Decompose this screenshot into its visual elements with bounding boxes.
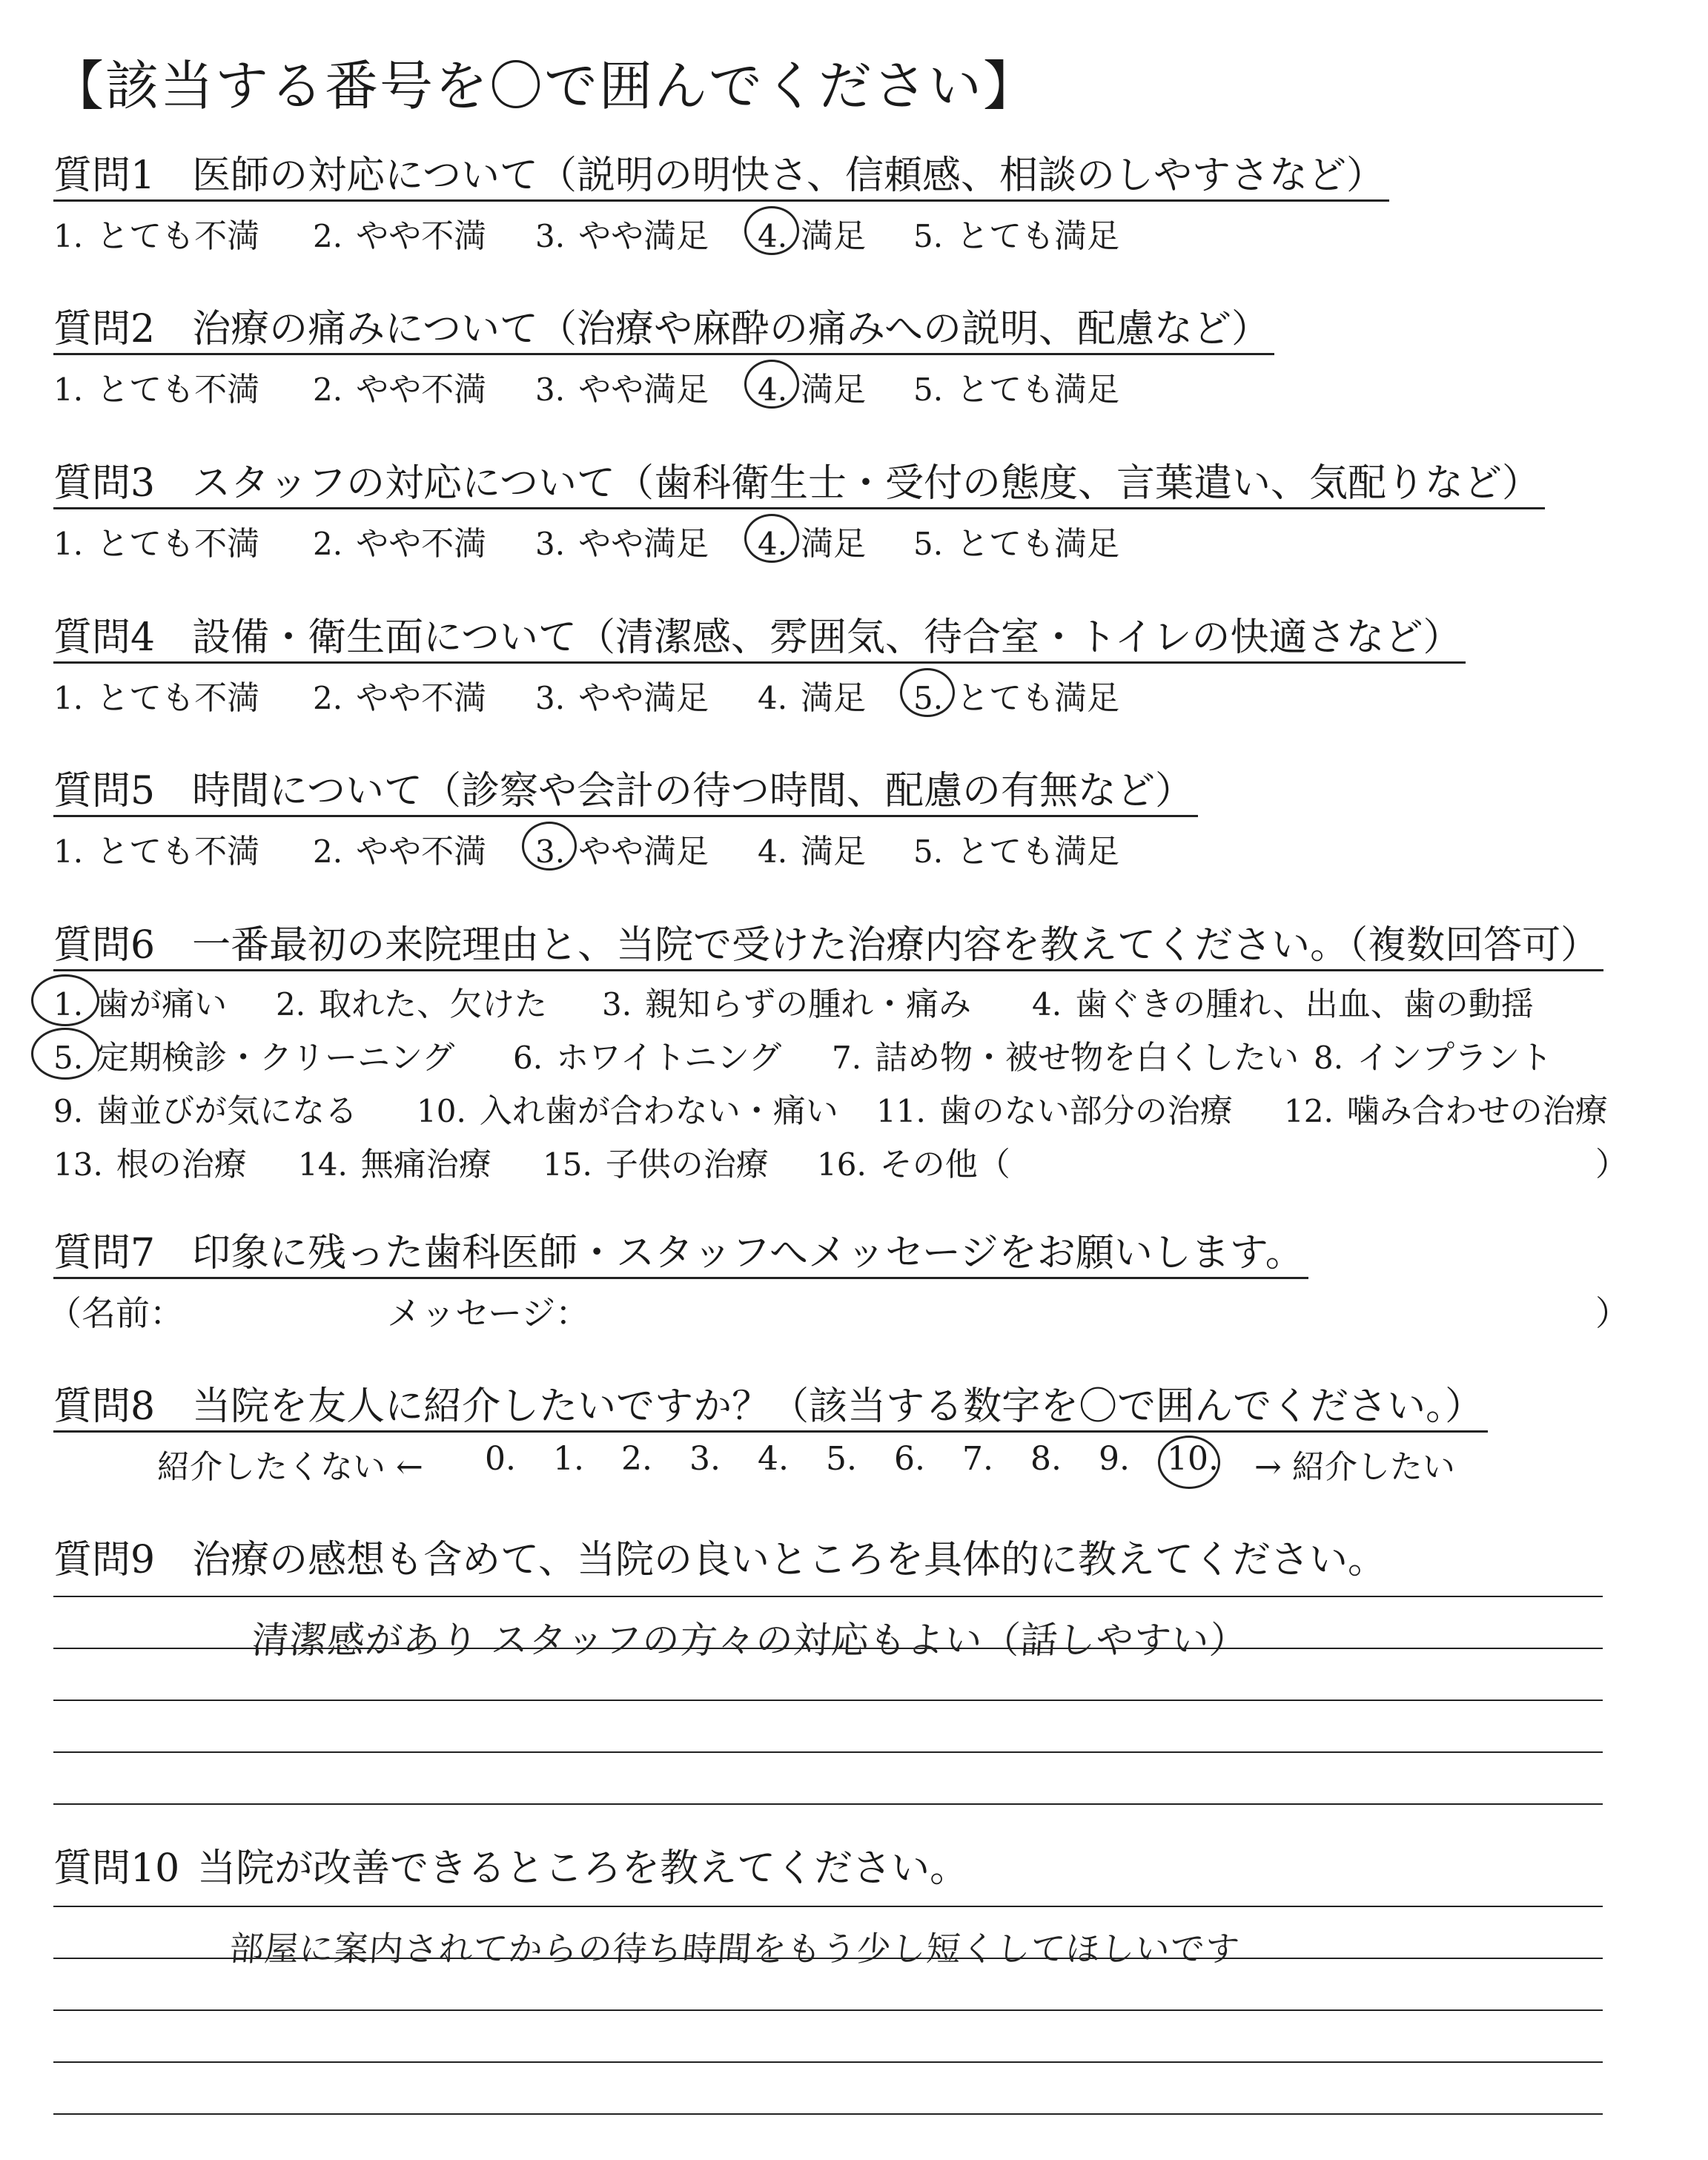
- question-3-heading: [53, 460, 1545, 509]
- scale-6[interactable]: 6.: [894, 1440, 925, 1478]
- page-title: 【該当する番号を〇で囲んでください】: [50, 55, 1039, 117]
- answer-line: [53, 2113, 1603, 2115]
- question-4-heading: [53, 614, 1466, 664]
- question-5: [53, 767, 1198, 869]
- scale-8[interactable]: 8.: [1030, 1440, 1062, 1478]
- answer-line: [53, 2009, 1603, 2011]
- question-1-heading: [53, 152, 1389, 202]
- question-number: 質問3: [53, 461, 156, 506]
- question-text: 設備・衛生面について（清潔感、雰囲気、待合室・トイレの快適さなど）: [192, 615, 1462, 660]
- question-3: [53, 460, 1545, 561]
- treatment-option-7[interactable]: 7. 詰め物・被せ物を白くしたい: [832, 1039, 1300, 1077]
- question-10-heading: [53, 1845, 973, 1892]
- treatment-options-row-2: [53, 1025, 1603, 1078]
- treatment-option-10[interactable]: 10. 入れ歯が合わない・痛い: [417, 1092, 838, 1130]
- scale-left-label: 紹介したくない ←: [157, 1448, 423, 1486]
- option-2[interactable]: 2. やや不満: [313, 679, 487, 717]
- question-number: 質問4: [53, 615, 156, 660]
- rating-options: [53, 509, 1545, 561]
- option-1[interactable]: 1. とても不満: [53, 679, 260, 717]
- name-label: （名前：: [47, 1293, 184, 1333]
- option-4[interactable]: 4. 満足: [758, 525, 867, 563]
- scale-2[interactable]: 2.: [621, 1440, 652, 1478]
- treatment-option-14[interactable]: 14. 無痛治療: [298, 1146, 491, 1183]
- option-3[interactable]: 3. やや満足: [535, 217, 709, 255]
- question-number: 質問8: [53, 1384, 156, 1429]
- scale-1[interactable]: 1.: [553, 1440, 584, 1478]
- question-number: 質問6: [53, 923, 156, 968]
- question-number: 質問10: [53, 1846, 180, 1891]
- option-4[interactable]: 4. 満足: [758, 217, 867, 255]
- treatment-option-11[interactable]: 11. 歯のない部分の治療: [876, 1092, 1233, 1130]
- question-text: 治療の感想も含めて、当院の良いところを具体的に教えてください。: [192, 1538, 1387, 1582]
- answer-line: [53, 1596, 1603, 1597]
- option-4[interactable]: 4. 満足: [758, 679, 867, 717]
- question-5-heading: [53, 767, 1198, 817]
- question-9-heading: [53, 1536, 1391, 1584]
- question-9: [53, 1536, 1391, 1584]
- treatment-option-4[interactable]: 4. 歯ぐきの腫れ、出血、歯の動揺: [1032, 985, 1534, 1023]
- question-6-heading: [53, 922, 1603, 971]
- option-4[interactable]: 4. 満足: [758, 833, 867, 871]
- scale-3[interactable]: 3.: [689, 1440, 721, 1478]
- treatment-option-2[interactable]: 2. 取れた、欠けた: [276, 985, 548, 1023]
- scale-right-label: → 紹介したい: [1254, 1448, 1455, 1486]
- answer-line: [53, 1751, 1603, 1753]
- option-1[interactable]: 1. とても不満: [53, 525, 260, 563]
- question-6: [53, 922, 1628, 1185]
- handwritten-answer-10: 部屋に案内されてからの待ち時間をもう少し短くしてほしいです: [228, 1929, 1242, 1969]
- question-text: スタッフの対応について（歯科衛生士・受付の態度、言葉遣い、気配りなど）: [192, 461, 1541, 506]
- treatment-option-12[interactable]: 12. 噛み合わせの治療: [1284, 1092, 1608, 1130]
- question-10: [53, 1845, 973, 1892]
- question-text: 印象に残った歯科医師・スタッフへメッセージをお願いします。: [192, 1231, 1304, 1275]
- option-1[interactable]: 1. とても不満: [53, 833, 260, 871]
- treatment-options-row-3: [53, 1078, 1608, 1132]
- rating-options: [53, 664, 1466, 716]
- question-2: [53, 305, 1274, 407]
- option-3[interactable]: 3. やや満足: [535, 679, 709, 717]
- close-paren: ）: [1595, 1146, 1628, 1183]
- option-2[interactable]: 2. やや不満: [313, 833, 487, 871]
- handwritten-answer-9: 清潔感があり スタッフの方々の対応もよい（話しやすい）: [250, 1619, 1249, 1662]
- question-number: 質問9: [53, 1538, 156, 1582]
- option-1[interactable]: 1. とても不満: [53, 371, 260, 409]
- option-5[interactable]: 5. とても満足: [913, 833, 1120, 871]
- question-text: 当院を友人に紹介したいですか？（該当する数字を〇で囲んでください。）: [192, 1384, 1484, 1429]
- close-paren: ）: [1595, 1293, 1629, 1333]
- scale-4[interactable]: 4.: [758, 1440, 789, 1478]
- option-5[interactable]: 5. とても満足: [913, 525, 1120, 563]
- answer-line: [53, 1906, 1603, 1907]
- message-label: メッセージ：: [387, 1293, 590, 1333]
- option-4[interactable]: 4. 満足: [758, 371, 867, 409]
- option-5[interactable]: 5. とても満足: [913, 217, 1120, 255]
- scale-10[interactable]: 10.: [1167, 1440, 1219, 1478]
- question-8: [53, 1383, 1488, 1484]
- rating-options: [53, 817, 1198, 869]
- question-7-heading: [53, 1229, 1308, 1279]
- option-2[interactable]: 2. やや不満: [313, 371, 487, 409]
- treatment-option-8[interactable]: 8. インプラント: [1314, 1039, 1553, 1077]
- scale-5[interactable]: 5.: [826, 1440, 857, 1478]
- answer-line: [53, 2061, 1603, 2063]
- scale-9[interactable]: 9.: [1099, 1440, 1130, 1478]
- treatment-option-9[interactable]: 9. 歯並びが気になる: [53, 1092, 358, 1130]
- question-number: 質問1: [53, 153, 156, 198]
- question-text: 一番最初の来院理由と、当院で受けた治療内容を教えてください。（複数回答可）: [192, 923, 1600, 968]
- answer-line: [53, 1803, 1603, 1805]
- message-line: [47, 1279, 1629, 1333]
- option-3[interactable]: 3. やや満足: [535, 525, 709, 563]
- question-text: 治療の痛みについて（治療や麻酔の痛みへの説明、配慮など）: [192, 307, 1271, 351]
- option-5[interactable]: 5. とても満足: [913, 679, 1120, 717]
- question-text: 時間について（診察や会計の待つ時間、配慮の有無など）: [192, 769, 1194, 813]
- question-number: 質問2: [53, 307, 156, 351]
- treatment-option-3[interactable]: 3. 親知らずの腫れ・痛み: [602, 985, 972, 1023]
- question-4: [53, 614, 1466, 716]
- treatment-option-15[interactable]: 15. 子供の治療: [543, 1146, 769, 1183]
- question-8-heading: [53, 1383, 1488, 1433]
- treatment-option-13[interactable]: 13. 根の治療: [53, 1146, 247, 1183]
- question-1: [53, 152, 1389, 254]
- rating-options: [53, 202, 1389, 254]
- treatment-options-row-4: [53, 1132, 1628, 1185]
- question-number: 質問5: [53, 769, 156, 813]
- treatment-option-6[interactable]: 6. ホワイトニング: [513, 1039, 782, 1077]
- treatment-option-1[interactable]: 1. 歯が痛い: [53, 985, 228, 1023]
- question-text: 医師の対応について（説明の明快さ、信頼感、相談のしやすさなど）: [192, 153, 1385, 198]
- treatment-option-16[interactable]: 16. その他（: [817, 1146, 1010, 1183]
- scale-0[interactable]: 0.: [485, 1440, 516, 1478]
- treatment-option-5[interactable]: 5. 定期検診・クリーニング: [53, 1039, 455, 1077]
- question-text: 当院が改善できるところを教えてください。: [197, 1846, 969, 1891]
- treatment-options-row-1: [53, 971, 1603, 1025]
- question-7: [47, 1229, 1629, 1333]
- option-3[interactable]: 3. やや満足: [535, 371, 709, 409]
- option-2[interactable]: 2. やや不満: [313, 525, 487, 563]
- recommend-scale: [53, 1433, 1488, 1484]
- answer-line: [53, 1700, 1603, 1701]
- option-1[interactable]: 1. とても不満: [53, 217, 260, 255]
- rating-options: [53, 355, 1274, 407]
- option-5[interactable]: 5. とても満足: [913, 371, 1120, 409]
- scale-7[interactable]: 7.: [962, 1440, 993, 1478]
- option-3[interactable]: 3. やや満足: [535, 833, 709, 871]
- option-2[interactable]: 2. やや不満: [313, 217, 487, 255]
- question-number: 質問7: [53, 1231, 156, 1275]
- question-2-heading: [53, 305, 1274, 355]
